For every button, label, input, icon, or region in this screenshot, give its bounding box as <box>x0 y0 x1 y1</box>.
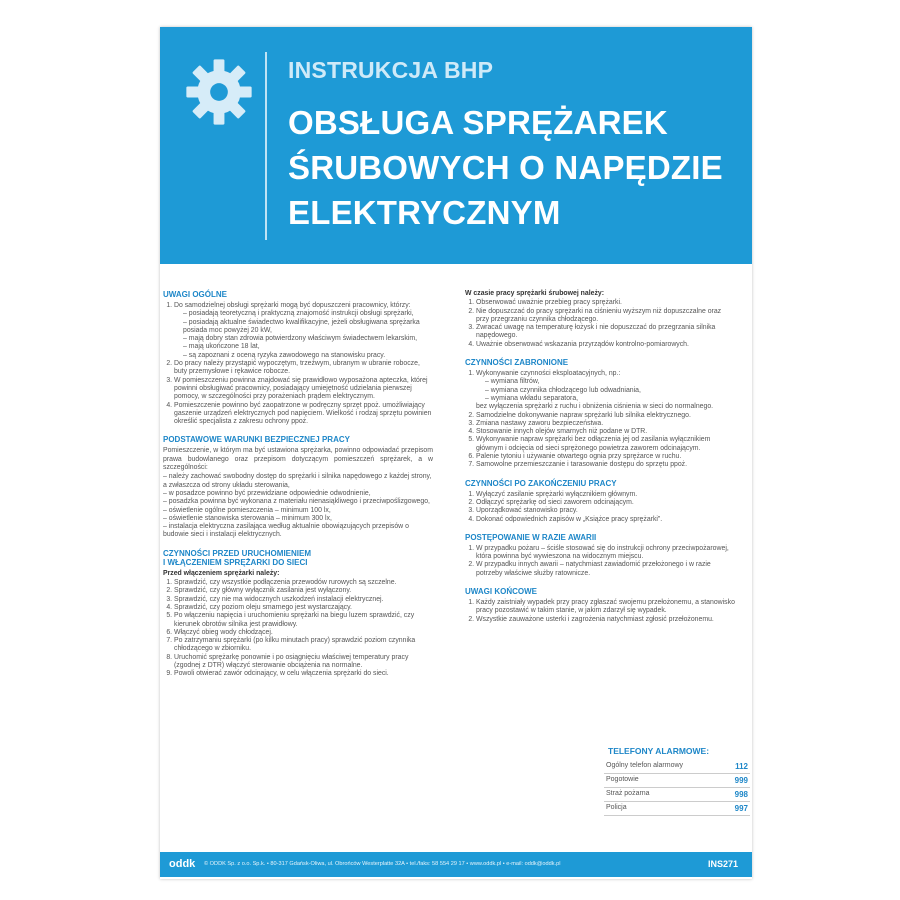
list-item: – należy zachować swobodny dostęp do sprężarki i silnika napędowego z każdej strony, a zwłaszcza od strony układu sterowania, <box>163 473 433 490</box>
section-final-notes <box>465 587 735 624</box>
section-emergency <box>465 533 735 578</box>
list-item: 4. Pomieszczenie powinno być zaopatrzone w podręczny sprzęt ppoż. umożliwiający gaszenie urządzeń elektrycznych pod napięciem. Wielkość i rodzaj sprzętu powinien określić specjalista z zakresu ochrony ppoż. <box>174 402 433 427</box>
section-subheading: Przed włączeniem sprężarki należy: <box>163 569 280 577</box>
list-item: 4. Sprawdzić, czy poziom oleju smarnego jest wystarczający. <box>174 604 433 612</box>
list-item: 1. Wyłączyć zasilanie sprężarki wyłącznikiem głównym. <box>476 491 735 499</box>
phone-row <box>604 760 750 774</box>
right-column <box>465 290 735 633</box>
phone-number: 998 <box>734 790 748 799</box>
footer-bar <box>160 852 752 877</box>
list-item: 3. Uporządkować stanowisko pracy. <box>476 507 735 515</box>
section-heading: PODSTAWOWE WARUNKI BEZPIECZNEJ PRACY <box>163 435 350 445</box>
list-item: – są zapoznani z oceną ryzyka zawodowego na stanowisku pracy. <box>183 352 433 360</box>
list-item: 3. Sprawdzić, czy nie ma widocznych uszkodzeń instalacji elektrycznej. <box>174 596 433 604</box>
list-item: 2. Sprawdzić, czy główny wyłącznik zasilania jest wyłączony. <box>174 587 433 595</box>
section-general-notes <box>163 290 433 426</box>
list-item: 1. Obserwować uważnie przebieg pracy sprężarki. <box>476 299 735 307</box>
list-item: 1. W przypadku pożaru – ściśle stosować się do instrukcji ochrony przeciwpożarowej, która powinna być wywieszona na widocznym miejscu. <box>476 545 735 562</box>
section-before-start <box>163 549 433 679</box>
list-item: – instalacja elektryczna zasilająca według aktualnie obowiązujących przepisów o budowie sieci i instalacji elektrycznych. <box>163 523 433 540</box>
left-column <box>163 290 433 688</box>
list-item: 3. Zwracać uwagę na temperaturę łożysk i nie dopuszczać do przegrzania silnika napędowego. <box>476 324 735 341</box>
section-prohibited <box>465 358 735 470</box>
title-line: ELEKTRYCZNYM <box>288 194 561 231</box>
section-heading: UWAGI OGÓLNE <box>163 290 227 299</box>
emergency-phones <box>604 746 750 816</box>
list-item: – oświetlenie stanowiska sterowania – minimum 300 lx, <box>163 515 433 523</box>
list-item: 5. Po włączeniu napięcia i uruchomieniu sprężarki na biegu luzem sprawdzić, czy kierunek obrotów silnika jest prawidłowy. <box>174 612 433 629</box>
title-line: OBSŁUGA SPRĘŻAREK <box>288 104 668 141</box>
phone-label: Policja <box>606 804 627 811</box>
list-item: – posadzka powinna być wykonana z materiału nienasiąkliwego i przeciwpoślizgowego, <box>163 498 433 506</box>
list-item: 7. Po zatrzymaniu sprężarki (po kilku minutach pracy) sprawdzić poziom czynnika chłodzącego w zbiorniku. <box>174 637 433 654</box>
section-subheading: W czasie pracy sprężarki śrubowej należy: <box>465 290 605 297</box>
list-item: 5. Wykonywanie napraw sprężarki bez odłączenia jej od zasilania wyłącznikiem głównym i odcięcia od sieci sprężonego powietrza zaworem odcinającym. <box>476 436 735 453</box>
list-item: 2. Nie dopuszczać do pracy sprężarki na ciśnieniu wyższym niż dopuszczalne oraz przy przegrzaniu czynnika chłodzącego. <box>476 308 735 325</box>
section-heading: CZYNNOŚCI PRZED URUCHOMIENIEM <box>163 548 312 558</box>
list-item: – mają dobry stan zdrowia potwierdzony właściwym świadectwem lekarskim, <box>183 335 433 343</box>
list-item: 2. W przypadku innych awarii – natychmiast zawiadomić przełożonego i w razie potrzeby właściwe służby ratownicze. <box>476 561 735 578</box>
section-heading: CZYNNOŚCI PO ZAKOŃCZENIU PRACY <box>465 478 617 488</box>
list-item: 4. Dokonać odpowiednich zapisów w „Książce pracy sprężarki”. <box>476 516 735 524</box>
oddk-logo: oddk <box>169 858 196 870</box>
phone-row <box>604 802 750 816</box>
list-item: – wymiana wkładu separatora, <box>485 395 735 403</box>
section-safe-work-conditions <box>163 435 433 539</box>
list-item: – oświetlenie ogólne pomieszczenia – minimum 100 lx, <box>163 507 433 515</box>
list-item: – posiadają teoretyczną i praktyczną znajomość instrukcji obsługi sprężarki, <box>183 310 433 318</box>
list-item: 2. Do pracy należy przystąpić wypoczętym, trzeźwym, ubranym w ubranie robocze, buty przemysłowe i rękawice robocze. <box>174 360 433 377</box>
phone-number: 999 <box>734 776 748 785</box>
list-item: 3. W pomieszczeniu powinna znajdować się prawidłowo wyposażona apteczka, której powinni obsługiwać pracownicy, posiadający umiejętność udzielania pierwszej pomocy, w szczególności przy porażeniach prądem elektrycznym. <box>174 377 433 402</box>
list-item: – mają ukończone 18 lat, <box>183 343 433 351</box>
phone-number: 112 <box>735 762 748 771</box>
list-item: 4. Uważnie obserwować wskazania przyrządów kontrolno-pomiarowych. <box>476 341 735 349</box>
list-item: 1. Każdy zaistniały wypadek przy pracy zgłaszać swojemu przełożonemu, a stanowisko pracy pozostawić w takim stanie, w jakim zdarzył się wypadek. <box>476 599 735 616</box>
document-title <box>288 100 728 235</box>
title-line: ŚRUBOWYCH O NAPĘDZIE <box>288 149 723 186</box>
section-heading: UWAGI KOŃCOWE <box>465 587 537 597</box>
list-item: 8. Uruchomić sprężarkę ponownie i po osiągnięciu właściwej temperatury pracy (zgodnej z DTR) włączyć sterowanie obciążenia na normalne. <box>174 654 433 671</box>
list-item: 7. Samowolne przemieszczanie i tarasowanie dostępu do sprzętu ppoż. <box>476 461 735 469</box>
phone-label: Ogólny telefon alarmowy <box>606 762 684 769</box>
section-heading: POSTĘPOWANIE W RAZIE AWARII <box>465 532 597 542</box>
list-item: 3. Zmiana nastawy zaworu bezpieczeństwa. <box>476 420 735 428</box>
header-divider <box>265 52 267 240</box>
footer-contact: © ODDK Sp. z o.o. Sp.k. • 80-317 Gdańsk-Oliwa, ul. Obrońców Westerplatte 32A • tel./faks: 58 554 29 17 • www.oddk.pl • e-mail: oddk@oddk.pl <box>204 861 561 867</box>
phone-row <box>604 774 750 788</box>
phone-row <box>604 788 750 802</box>
list-item: 2. Wszystkie zauważone usterki i zagrożenia natychmiast zgłosić przełożonemu. <box>476 616 735 624</box>
list-item: 4. Stosowanie innych olejów smarnych niż podane w DTR. <box>476 428 735 436</box>
phone-label: Pogotowie <box>606 776 639 783</box>
section-heading: CZYNNOŚCI ZABRONIONE <box>465 358 569 368</box>
list-item: 6. Palenie tytoniu i używanie otwartego ognia przy sprężarce w ruchu. <box>476 453 735 461</box>
list-item: 1. Sprawdzić, czy wszystkie podłączenia przewodów rurowych są szczelne. <box>174 579 433 587</box>
document-kicker: INSTRUKCJA BHP <box>288 57 494 83</box>
paragraph: Pomieszczenie, w którym ma być ustawiona sprężarka, powinno odpowiadać przepisom prawa budowlanego oraz przepisom dotyczącym pomieszczeń sprężarek, a w szczególności: <box>163 447 433 472</box>
section-during-operation <box>465 290 735 349</box>
phones-heading: TELEFONY ALARMOWE: <box>608 746 710 756</box>
list-item: – posiadają aktualne świadectwo kwalifikacyjne, jeżeli obsługiwana sprężarka posiada moc powyżej 20 kW, <box>183 319 433 336</box>
list-item: – w posadzce powinno być przewidziane odpowiednie odwodnienie, <box>163 490 433 498</box>
section-after-work <box>465 479 735 524</box>
list-item: 1. Do samodzielnej obsługi sprężarki mogą być dopuszczeni pracownicy, którzy: – posiadają teoretyczną i praktyczną znajomość instrukcji obsługi sprężarki, – posiadają aktualne świadectwo kwalifikacyjne, jeżeli obsługiwana sprężarka posiada moc powyżej 20 kW, – mają dobry stan zdrowia potwierdzony właściwym świadectwem lekarskim, – mają ukończone 18 lat, – są zapoznani z oceną ryzyka zawodowego na stanowisku pracy. <box>174 302 433 360</box>
list-item: 2. Samodzielne dokonywanie napraw sprężarki lub silnika elektrycznego. <box>476 412 735 420</box>
section-heading: I WŁĄCZENIEM SPRĘŻARKI DO SIECI <box>163 557 308 567</box>
list-item: 2. Odłączyć sprężarkę od sieci zaworem odcinającym. <box>476 499 735 507</box>
list-item: 6. Włączyć obieg wody chłodzącej. <box>174 629 433 637</box>
document-code: INS271 <box>707 859 738 869</box>
list-item: 9. Powoli otwierać zawór odcinający, w celu włączenia sprężarki do sieci. <box>174 670 433 678</box>
phone-label: Straż pożarna <box>606 790 650 797</box>
list-item: 1. Wykonywanie czynności eksploatacyjnych, np.: – wymiana filtrów, – wymiana czynnika chłodzącego lub odwadniania, – wymiana wkładu separatora, bez wyłączenia sprężarki z ruchu i obniżenia ciśnienia w sieci do normalnego. <box>476 370 735 411</box>
list-item: – wymiana czynnika chłodzącego lub odwadniania, <box>485 387 735 395</box>
list-item: – wymiana filtrów, <box>485 378 735 386</box>
gear-icon <box>185 58 253 126</box>
phone-number: 997 <box>734 804 748 813</box>
